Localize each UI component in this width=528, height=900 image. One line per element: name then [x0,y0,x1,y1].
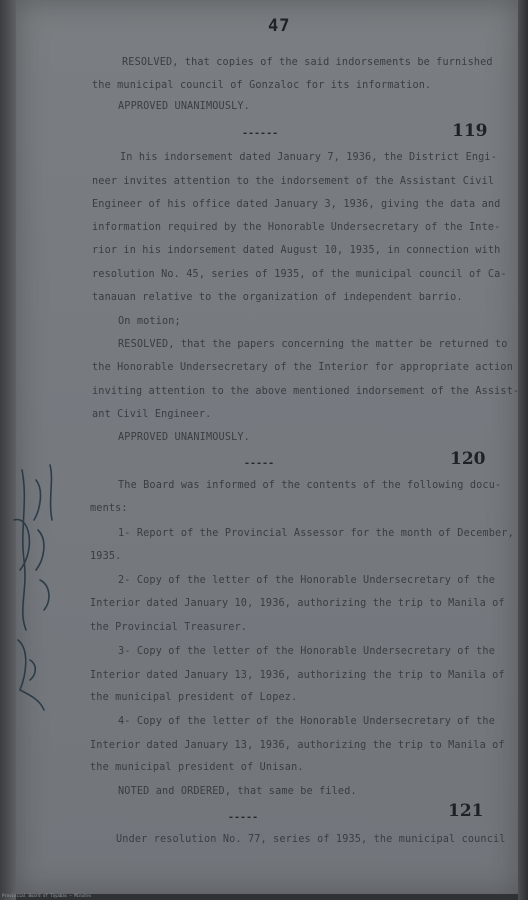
resolution-number: 119 [452,121,488,141]
text-line: NOTED and ORDERED, that same be filed. [118,786,357,797]
separator: ------ [242,128,279,139]
text-line: 2- Copy of the letter of the Honorable Undersecretary of the [118,575,496,586]
resolution-number: 120 [450,449,486,469]
text-line: Interior dated January 10, 1936, authorizing the trip to Manila of [90,598,505,609]
page-edge-shadow [518,0,528,900]
binding-edge [0,0,16,900]
text-line: rior in his indorsement dated August 10, 1935, in connection with [92,245,501,256]
text-line: the municipal president of Unisan. [90,762,304,773]
text-line: the municipal president of Lopez. [90,692,298,703]
text-line: 3- Copy of the letter of the Honorable Undersecretary of the [118,646,496,657]
text-line: information required by the Honorable Undersecretary of the Inte- [92,222,501,233]
signature-image [0,460,80,740]
text-line: RESOLVED, that copies of the said indorsements be furnished [122,57,493,68]
text-line: the Honorable Undersecretary of the Interior for appropriate action [92,362,513,373]
text-line: resolution No. 45, series of 1935, of the municipal council of Ca- [92,269,507,280]
text-line: APPROVED UNANIMOUSLY. [118,101,250,112]
text-line: inviting attention to the above mentioned indorsement of the Assist- [92,386,520,397]
text-line: Interior dated January 13, 1936, authorizing the trip to Manila of [90,670,505,681]
text-line: The Board was informed of the contents of the following docu- [118,480,502,491]
text-line: 1- Report of the Provincial Assessor for the month of December, [118,528,514,539]
text-line: neer invites attention to the indorsement of the Assistant Civil [92,176,495,187]
text-line: Interior dated January 13, 1936, authorizing the trip to Manila of [90,740,505,751]
text-line: ments: [90,503,128,514]
text-line: APPROVED UNANIMOUSLY. [118,432,250,443]
text-line: 1935. [90,551,122,562]
text-line: In his indorsement dated January 7, 1936, the District Engi- [120,152,498,163]
document-page [16,0,518,894]
text-line: tanauan relative to the organization of independent barrio. [92,292,463,303]
text-line: ant Civil Engineer. [92,409,212,420]
separator: ----- [228,812,259,823]
text-line: RESOLVED, that the papers concerning the matter be returned to [118,339,508,350]
text-line: 4- Copy of the letter of the Honorable Undersecretary of the [118,716,496,727]
text-line: the Provincial Treasurer. [90,622,248,633]
page-number: 47 [268,16,291,36]
text-line: Engineer of his office dated January 3, 1936, giving the data and [92,199,501,210]
text-line: Under resolution No. 77, series of 1935, the municipal council [116,834,506,845]
separator: ----- [244,458,275,469]
resolution-number: 121 [448,801,484,821]
text-line: On motion; [118,316,181,327]
footer-caption: Provincial Board of Tayabas — Minutes [2,893,92,898]
text-line: the municipal council of Gonzaloc for its information. [92,80,432,91]
